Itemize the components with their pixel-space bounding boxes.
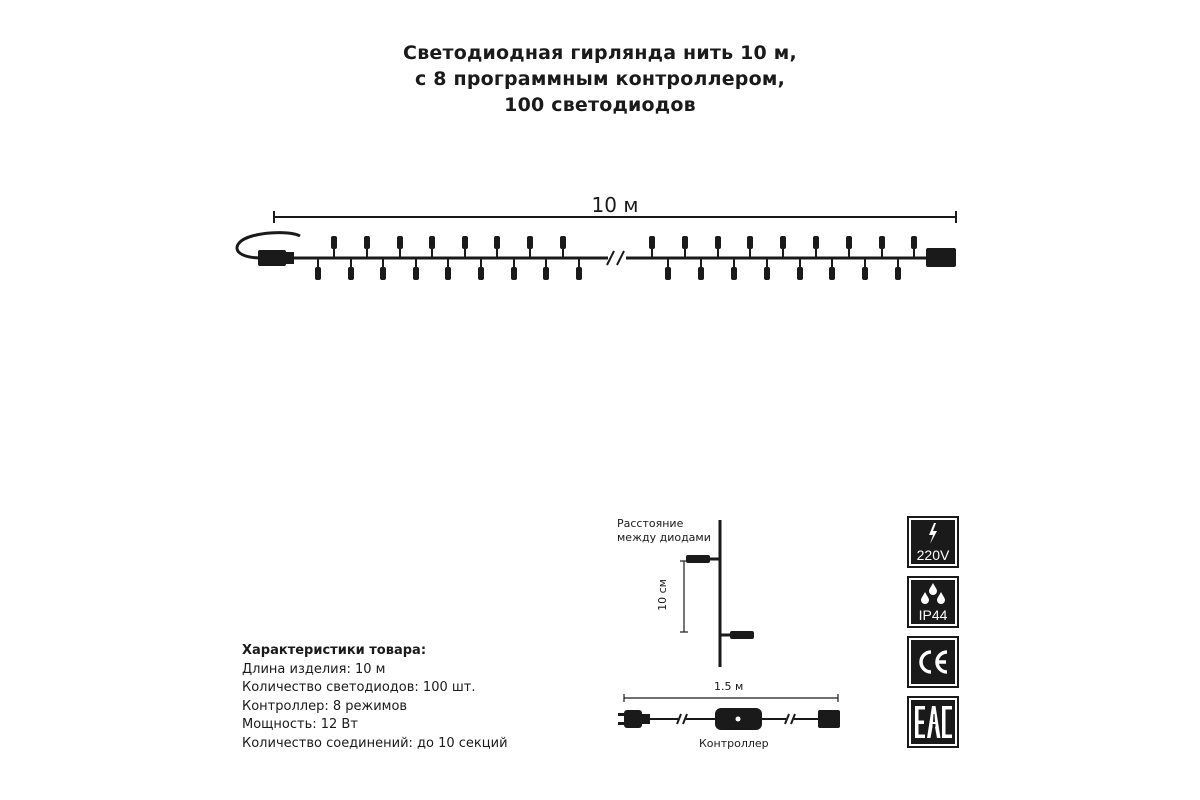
led-right-11 xyxy=(829,267,835,280)
input-connector xyxy=(258,250,286,266)
product-specs xyxy=(242,642,508,753)
led-right-0 xyxy=(649,236,655,249)
led-left-0 xyxy=(315,267,321,280)
title-line-1: Светодиодная гирлянда нить 10 м, xyxy=(403,42,797,64)
specs-heading: Характеристики товара: xyxy=(242,643,427,658)
input-connector-collar xyxy=(286,252,294,264)
led-right-12 xyxy=(846,236,852,249)
cable-dimension-line xyxy=(624,694,838,702)
spec-connections: Количество соединений: до 10 секций xyxy=(242,735,508,751)
led-right-7 xyxy=(764,267,770,280)
led-left-3 xyxy=(364,236,370,249)
led-right-13 xyxy=(862,267,868,280)
led-left-13 xyxy=(527,236,533,249)
garland-length-label: 10 м xyxy=(591,193,639,217)
led-left-15 xyxy=(560,236,566,249)
led-left-1 xyxy=(331,236,337,249)
title-line-3: 100 светодиодов xyxy=(504,94,696,116)
led-left-4 xyxy=(380,267,386,280)
led-right-5 xyxy=(731,267,737,280)
spacing-dimension-line xyxy=(680,561,688,632)
voltage-label: 220V xyxy=(916,547,950,563)
controller-button xyxy=(736,717,741,722)
output-connector xyxy=(926,248,956,267)
led-left-2 xyxy=(348,267,354,280)
detail-upper-diode xyxy=(686,555,710,563)
spacing-label xyxy=(617,517,711,545)
led-left-16 xyxy=(576,267,582,280)
led-right-2 xyxy=(682,236,688,249)
led-right-6 xyxy=(747,236,753,249)
detail-lower-diode xyxy=(730,631,754,639)
eac-mark-icon xyxy=(911,700,955,744)
length-dimension-line xyxy=(274,211,956,223)
led-left-9 xyxy=(462,236,468,249)
spacing-label-line-1: Расстояние xyxy=(617,517,684,530)
led-right-9 xyxy=(797,267,803,280)
led-right-16 xyxy=(911,236,917,249)
ip-label: IP44 xyxy=(918,607,948,623)
cable-length-label: 1.5 м xyxy=(714,680,744,693)
led-right-8 xyxy=(780,236,786,249)
product-title xyxy=(0,40,1200,118)
led-left-14 xyxy=(543,267,549,280)
led-left-10 xyxy=(478,267,484,280)
controller-plug xyxy=(618,710,650,728)
led-left-5 xyxy=(397,236,403,249)
spacing-label-line-2: между диодами xyxy=(617,531,711,544)
led-left-6 xyxy=(413,267,419,280)
led-right-1 xyxy=(665,267,671,280)
voltage-badge xyxy=(907,516,959,568)
led-right-4 xyxy=(715,236,721,249)
spacing-value-label: 10 см xyxy=(655,579,669,611)
title-line-2: с 8 программным контроллером, xyxy=(414,68,786,90)
controller-label: Контроллер xyxy=(699,737,769,750)
led-left-11 xyxy=(494,236,500,249)
led-left-8 xyxy=(445,267,451,280)
spec-controller: Контроллер: 8 режимов xyxy=(242,698,408,714)
spec-power: Мощность: 12 Вт xyxy=(242,717,358,732)
ce-badge xyxy=(907,636,959,688)
spec-length: Длина изделия: 10 м xyxy=(242,661,386,677)
led-right-15 xyxy=(895,267,901,280)
garland-diagram xyxy=(0,180,1200,290)
ce-mark-icon xyxy=(911,640,955,684)
eac-badge xyxy=(907,696,959,748)
led-right-10 xyxy=(813,236,819,249)
led-left-12 xyxy=(511,267,517,280)
led-left-7 xyxy=(429,236,435,249)
wire-break-mark xyxy=(607,251,624,265)
led-right-3 xyxy=(698,267,704,280)
controller-output-connector xyxy=(818,710,840,728)
ip-rating-badge xyxy=(907,576,959,628)
led-right-14 xyxy=(879,236,885,249)
spec-led-count: Количество светодиодов: 100 шт. xyxy=(242,680,476,695)
